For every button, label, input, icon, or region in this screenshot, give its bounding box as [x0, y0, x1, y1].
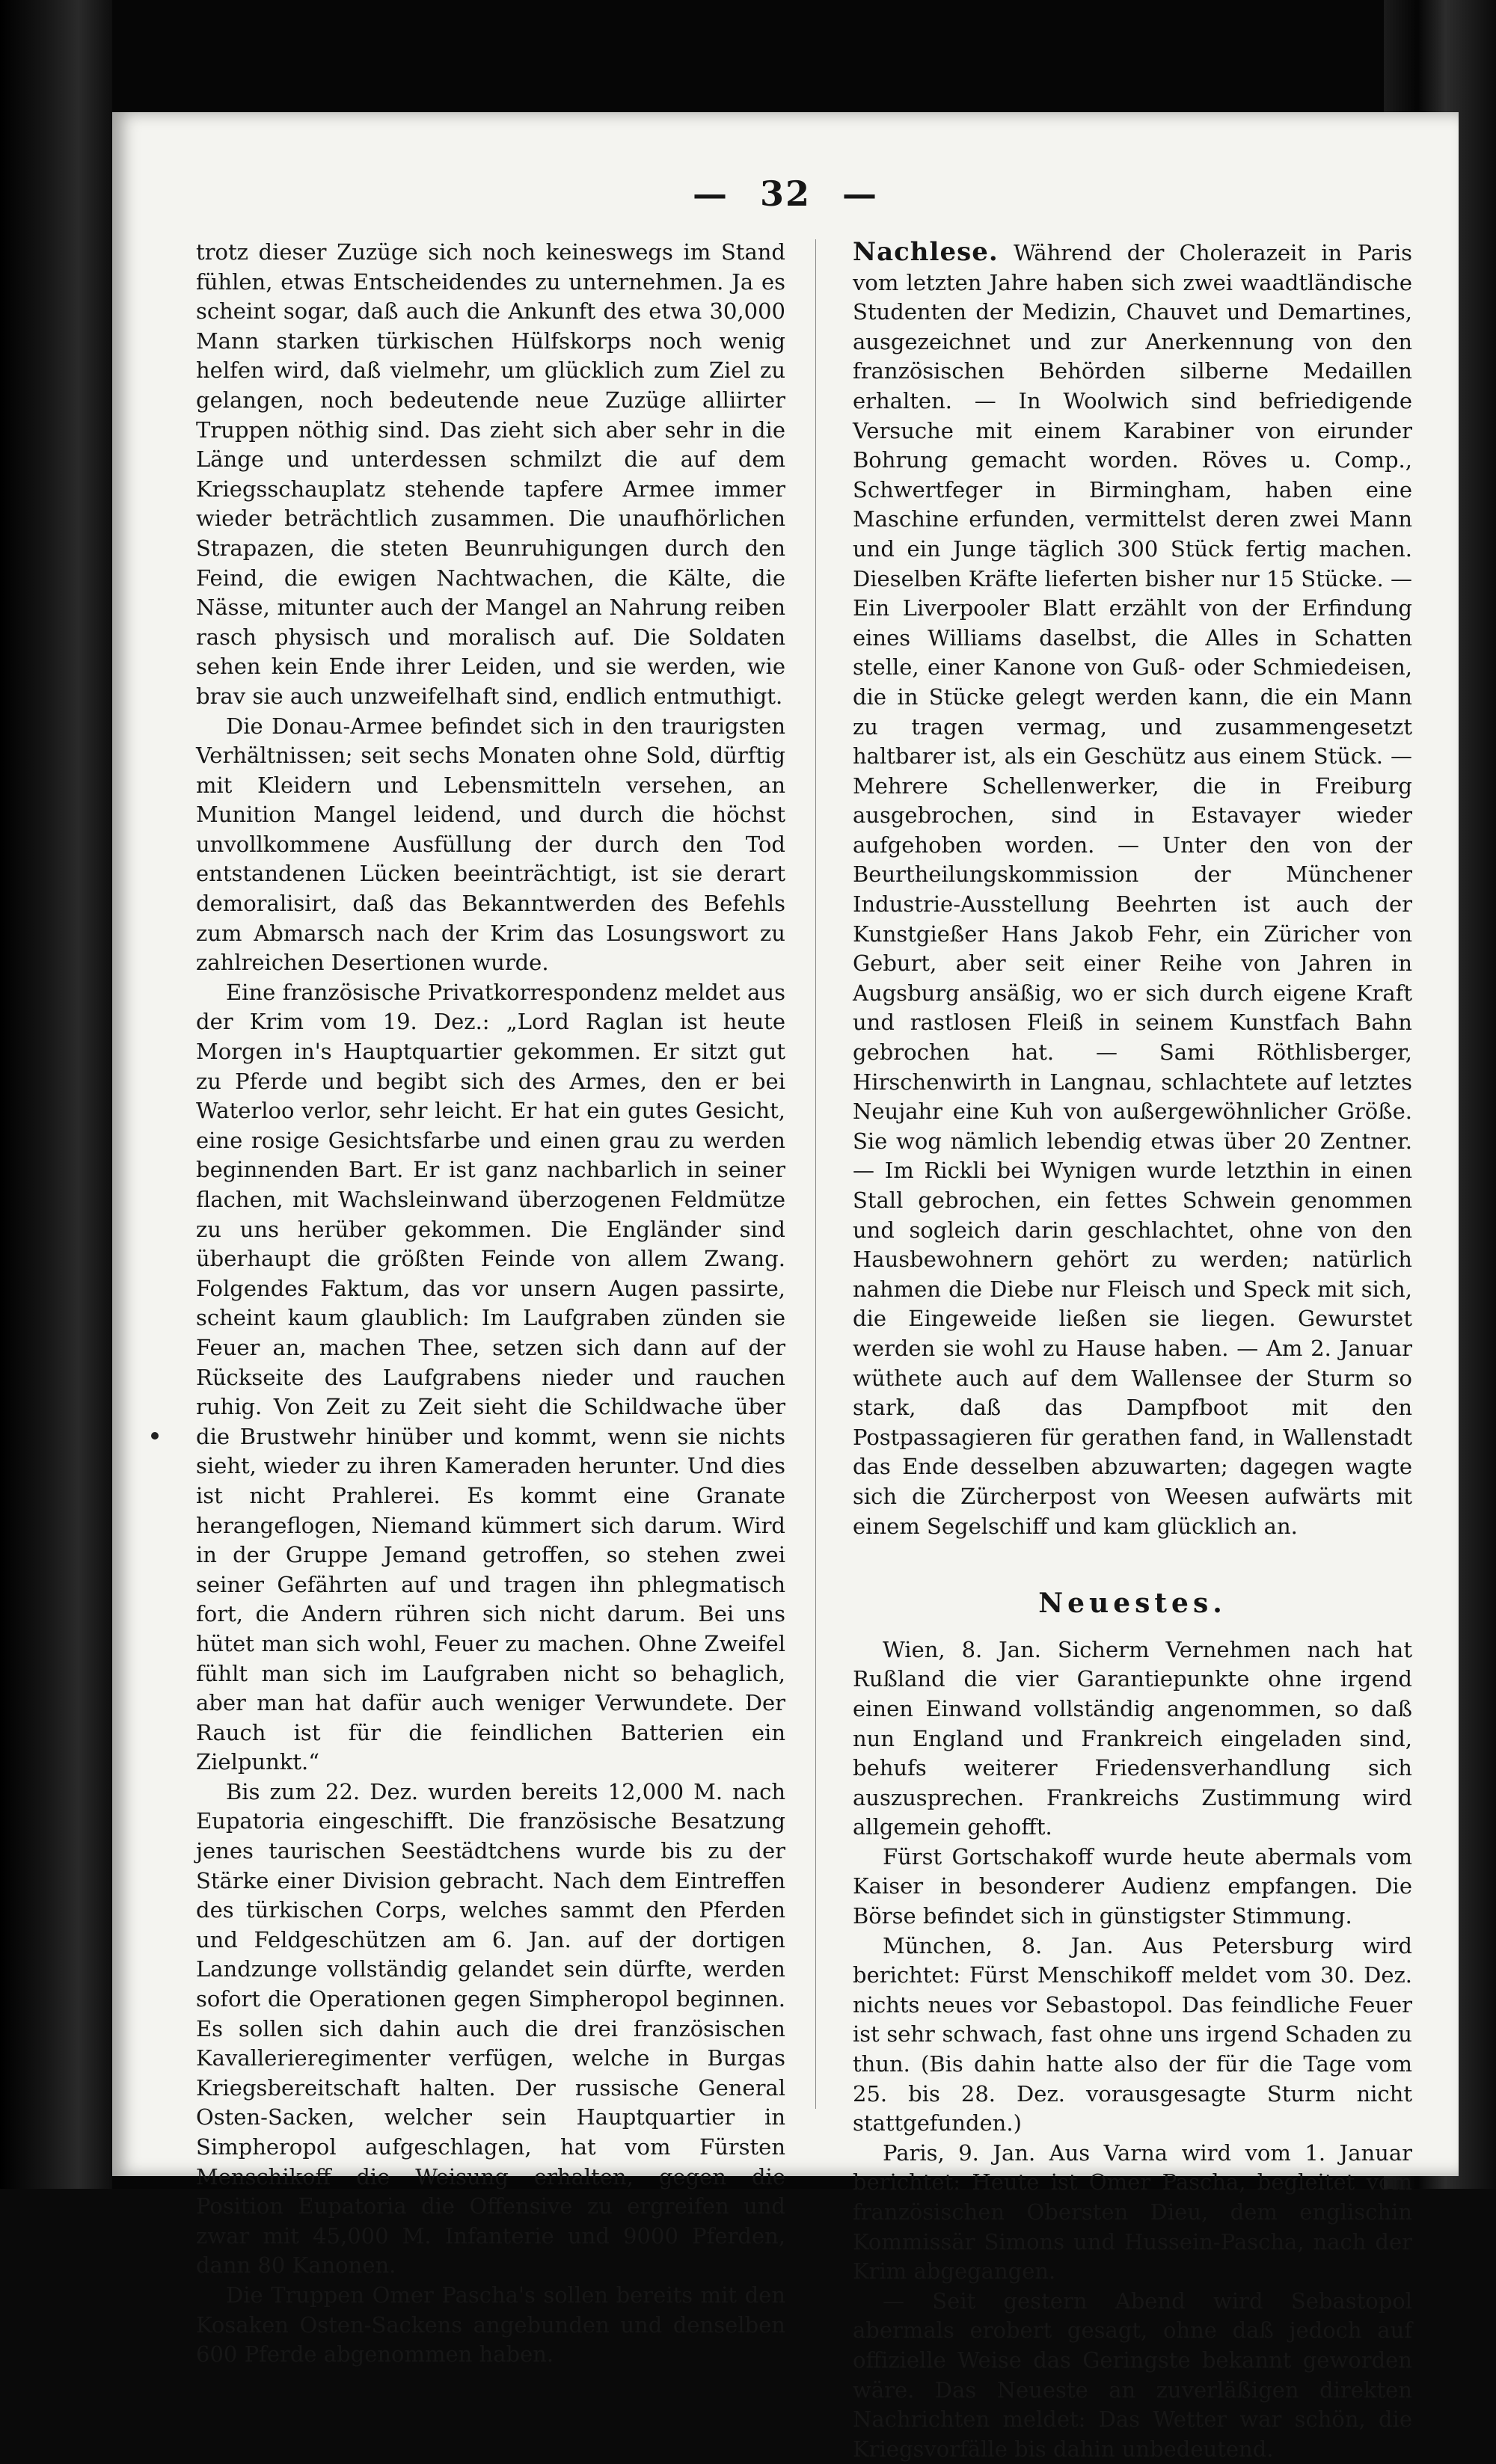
- right-column: [853, 238, 1412, 2464]
- header-dash-right: —: [842, 173, 879, 214]
- article-paragraph: Die Donau-Armee befindet sich in den traurigsten Verhältnissen; seit sechs Monaten ohne Sold, dürftig mit Kleidern und Lebensmitteln versehen, an Munition Mangel leidend, und durch die höchst unvollkommene Ausfüllung der durch den Tod entstandenen Lücken beeinträchtigt, ist sie derart demoralisirt, daß das Bekanntwerden des Befehls zum Abmarsch nach der Krim das Losungswort zu zahlreichen Desertionen wurde.: [196, 713, 785, 976]
- header-dash-left: —: [692, 173, 729, 214]
- article-paragraph: Eine französische Privatkorrespondenz meldet aus der Krim vom 19. Dez.: „Lord Raglan ist heute Morgen in's Hauptquartier gekommen. Er sitzt gut zu Pferde und begibt sich des Armes, den er bei Waterloo verlor, sehr leicht. Er hat ein gutes Gesicht, eine rosige Gesichtsfarbe und einen grau zu werden beginnenden Bart. Er ist ganz nachbarlich in seiner flachen, mit Wachsleinwand überzogenen Feldmütze zu uns herüber gekommen. Die Engländer sind überhaupt die größten Feinde von allem Zwang. Folgendes Faktum, das vor unsern Augen passirte, scheint kaum glaublich: Im Laufgraben zünden sie Feuer an, machen Thee, setzen sich dann auf der Rückseite des Laufgrabens nieder und rauchen ruhig. Von Zeit zu Zeit sieht die Schildwache über die Brustwehr hinüber und kommt, wenn sie nichts sieht, wieder zu ihren Kameraden herunter. Und dies ist nicht Prahlerei. Es kommt eine Granate herangeflogen, Niemand kümmert sich darum. Wird in der Gruppe Jemand getroffen, so stehen zwei seiner Gefährten auf und tragen ihn phlegmatisch fort, die Andern rühren sich nicht darum. Bei uns hütet man sich wohl, Feuer zu machen. Ohne Zweifel fühlt man sich im Laufgraben nicht so behaglich, aber man hat dafür auch weniger Verwundete. Der Rauch ist für die feindlichen Batterien ein Zielpunkt.“: [196, 979, 785, 1775]
- news-item: — Seit gestern Abend wird Sebastopol abermals erobert gesagt, ohne daß jedoch auf offizielle Weise das Geringste bekannt geworden wäre. Das Neueste an zuverläßigen direkten Nachrichten meldet: Das Wetter war schön, die Kriegsvorfälle bis dahin unbedeutend.: [853, 2288, 1412, 2462]
- page-number: 32: [759, 173, 811, 214]
- article-paragraph: trotz dieser Zuzüge sich noch keineswegs im Stand fühlen, etwas Entscheidendes zu unternehmen. Ja es scheint sogar, daß auch die Ankunft des etwa 30,000 Mann starken türkischen Hülfskorps noch wenig helfen wird, daß vielmehr, um glücklich zum Ziel zu gelangen, noch bedeutende neue Zuzüge alliirter Truppen nöthig sind. Das zieht sich aber sehr in die Länge und unterdessen schmilzt die auf dem Kriegsschauplatz stehende tapfere Armee immer wieder beträchtlich zusammen. Die unaufhörlichen Strapazen, die steten Beunruhigungen durch den Feind, die ewigen Nachtwachen, die Kälte, die Nässe, mitunter auch der Mangel an Nahrung reiben rasch physisch und moralisch auf. Die Soldaten sehen kein Ende ihrer Leiden, und sie werden, wie brav sie auch unzweifelhaft sind, endlich entmuthigt.: [196, 239, 785, 709]
- news-item: Paris, 9. Jan. Aus Varna wird vom 1. Januar berichtet: Heute ist Omer Pascha, begleitet vom französischen Obersten Dieu, dem englischin Kommissär Simons und Hussein-Pascha, nach der Krim abgegangen.: [853, 2139, 1412, 2285]
- nachlese-section: [853, 238, 1412, 1541]
- news-item: München, 8. Jan. Aus Petersburg wird berichtet: Fürst Menschikoff meldet vom 30. Dez. nichts neues vor Sebastopol. Das feindliche Feuer ist sehr schwach, fast ohne uns irgend Schaden zu thun. (Bis dahin hatte also der für die Tage vom 25. bis 28. Dez. vorausgesagte Sturm nicht stattgefunden.): [853, 1932, 1412, 2136]
- page-header: [112, 173, 1459, 214]
- margin-dot: [151, 1432, 159, 1440]
- book-spine-left: [0, 0, 112, 2189]
- left-column: [196, 238, 785, 2370]
- nachlese-text: Während der Cholerazeit in Paris vom letzten Jahre haben sich zwei waadtländische Studenten der Medizin, Chauvet und Demartines, ausgezeichnet und zur Anerkennung von den französischen Behörden silberne Medaillen erhalten. — In Woolwich sind befriedigende Versuche mit einem Karabiner von eirunder Bohrung gemacht worden. Röves u. Comp., Schwertfeger in Birmingham, haben eine Maschine erfunden, vermittelst deren zwei Mann und ein Junge täglich 300 Stück fertig machen. Dieselben Kräfte lieferten bisher nur 15 Stücke. — Ein Liverpooler Blatt erzählt von der Erfindung eines Williams daselbst, die Alles in Schatten stelle, einer Kanone von Guß- oder Schmiedeisen, die in Stücke gelegt werden kann, die ein Mann zu tragen vermag, und zusammengesetzt haltbarer ist, als ein Geschütz aus einem Stück. — Mehrere Schellenwerker, die in Freiburg ausgebrochen, sind in Estavayer wieder aufgehoben worden. — Unter den von der Beurtheilungskommission der Münchener Industrie-Ausstellung Beehrten ist auch der Kunstgießer Hans Jakob Fehr, ein Züricher von Geburt, aber seit einer Reihe von Jahren in Augsburg ansäßig, wo er sich durch eigene Kraft und rastlosen Fleiß in seinem Kunstfach Bahn gebrochen hat. — Sami Röthlisberger, Hirschenwirth in Langnau, schlachtete auf letztes Neujahr eine Kuh von außergewöhnlicher Größe. Sie wog nämlich lebendig etwas über 20 Zentner. — Im Rickli bei Wynigen wurde letzthin in einen Stall gebrochen, ein fettes Schwein genommen und sogleich darin geschlachtet, ohne von den Hausbewohnern gehört zu werden; natürlich nahmen die Diebe nur Fleisch und Speck mit sich, die Eingeweide ließen sie liegen. Gewurstet werden sie wohl zu Hause haben. — Am 2. Januar wüthete auch auf dem Wallensee der Sturm so stark, daß das Dampfboot mit den Postpassagieren für gerathen fand, in Wallenstadt das Ende desselben abzuwarten; dagegen wagte sich die Zürcherpost von Weesen aufwärts mit einem Segelschiff und kam glücklich an.: [853, 240, 1413, 1539]
- news-item: Fürst Gortschakoff wurde heute abermals vom Kaiser in besonderer Audienz empfangen. Die Börse befindet sich in günstigster Stimmung.: [853, 1843, 1412, 1929]
- column-divider: [815, 239, 816, 2109]
- news-item: Wien, 8. Jan. Sicherm Vernehmen nach hat Rußland die vier Garantiepunkte ohne irgend einen Einwand vollständig angenommen, so daß nun England und Frankreich eingeladen sind, behufs weiterer Friedensverhandlung sich auszusprechen. Frankreichs Zustimmung wird allgemein gehofft.: [853, 1636, 1412, 1840]
- newspaper-page: [112, 112, 1459, 2462]
- nachlese-heading: Nachlese.: [853, 237, 999, 267]
- article-paragraph: Die Truppen Omer Pascha's sollen bereits mit den Kosaken Osten-Sackens angebunden und denselben 600 Pferde abgenommen haben.: [196, 2282, 785, 2368]
- neuestes-heading: Neuestes.: [1038, 1588, 1227, 1620]
- article-paragraph: Bis zum 22. Dez. wurden bereits 12,000 M. nach Eupatoria eingeschifft. Die französische Besatzung jenes taurischen Seestädtchens wurde bis zu der Stärke einer Division gebracht. Nach dem Eintreffen des türkischen Corps, welches sammt den Pferden und Feldgeschützen am 6. Jan. auf der dortigen Landzunge vollständig gelandet sein dürfte, werden sofort die Operationen gegen Simpheropol beginnen. Es sollen sich dahin auch die drei französischen Kavallerieregimenter verfügen, welche in Burgas Kriegsbereitschaft halten. Der russische General Osten-Sacken, welcher sein Hauptquartier in Simpheropol aufgeschlagen, hat vom Fürsten Menschikoff die Weisung erhalten, gegen die Position Eupatoria die Offensive zu ergreifen und zwar mit 45,000 M. Infanterie und 9000 Pferden, dann 80 Kanonen.: [196, 1778, 785, 2279]
